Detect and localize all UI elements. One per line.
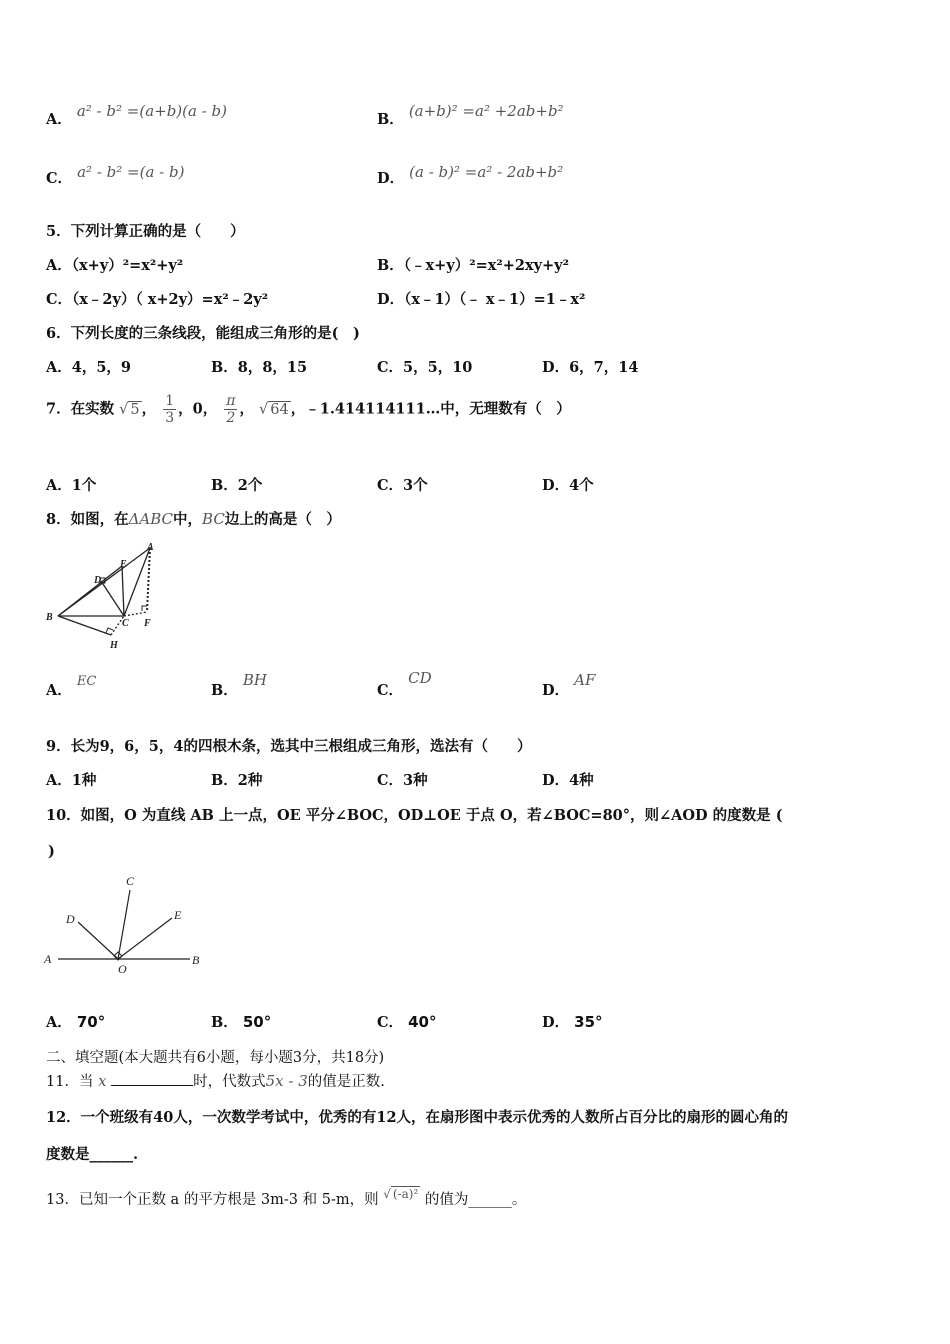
label-c: C — [122, 618, 129, 629]
q7-tail: ，﹣1.414114111…中，无理数有（ ） — [290, 400, 571, 418]
option-formula: (a+b)² =a² +2ab+b² — [408, 102, 564, 120]
q7-prefix: 7．在实数 — [46, 400, 115, 418]
q6-option-a: A．4，5，9 — [46, 359, 132, 376]
option-letter: A． — [46, 111, 72, 128]
option-letter: B． — [211, 682, 238, 699]
q8-prefix: 8．如图，在 — [46, 511, 129, 528]
q7-option-b: B．2个 — [211, 477, 263, 494]
option-letter: A． — [46, 682, 72, 699]
segment-af — [147, 548, 150, 612]
ray-oc — [118, 890, 130, 959]
q12-line1: 12．一个班级有40人，一次数学考试中，优秀的有12人，在扇形图中表示优秀的人数所占百分比的扇形的圆心角的 — [46, 1109, 789, 1126]
option-value: 70° — [76, 1013, 106, 1031]
label-d: D — [66, 912, 75, 926]
option-formula: a² - b² =(a+b)(a - b) — [76, 102, 228, 120]
q9-stem: 9．长为9，6，5，4的四根木条，选其中三根组成三角形，选法有（ ） — [46, 738, 532, 755]
option-value: 40° — [408, 1013, 437, 1031]
label-b: B — [192, 953, 200, 967]
q8-option-c — [377, 669, 432, 700]
option-value: EC — [76, 674, 97, 689]
q13-stem — [46, 1188, 526, 1209]
label-b: B — [46, 612, 53, 623]
segment-cf — [124, 612, 147, 616]
segment-ec — [122, 566, 124, 616]
fraction-denominator: 3 — [165, 410, 175, 426]
q4-option-b — [377, 102, 564, 129]
option-value: CD — [408, 669, 432, 687]
option-value: 35° — [574, 1013, 603, 1031]
segment-bh — [58, 616, 111, 635]
section-heading: 二、填空题(本大题共有6小题，每小题3分，共18分) — [46, 1050, 385, 1066]
q9-option-a: A．1种 — [46, 772, 97, 789]
label-h: H — [110, 640, 118, 651]
radicand: (-a)² — [392, 1187, 419, 1201]
label-a: A — [147, 542, 154, 553]
option-letter: B． — [377, 111, 404, 128]
q7-option-a: A．1个 — [46, 477, 97, 494]
q10-option-d — [542, 1011, 603, 1032]
q7-zero: ，0， — [178, 400, 218, 418]
segment-be — [58, 566, 122, 616]
sqrt-neg-a-squared: √ (-a)² — [383, 1187, 419, 1201]
triangle-abc: ΔABC — [128, 510, 174, 528]
q8-mid: 中， — [173, 511, 203, 528]
fraction-denominator: 2 — [226, 410, 236, 426]
q4-option-a — [46, 102, 228, 129]
q6-stem: 6．下列长度的三条线段，能组成三角形的是( ) — [46, 325, 360, 342]
label-e: E — [174, 908, 182, 922]
right-angle-mark-h — [106, 628, 113, 633]
q6-option-b: B．8，8，15 — [211, 359, 308, 376]
option-letter: C． — [377, 1014, 404, 1031]
option-formula: (a - b)² =a² - 2ab+b² — [409, 163, 564, 181]
label-e: E — [120, 559, 127, 570]
q4-option-c — [46, 163, 185, 188]
q10-stem: 10．如图，O 为直线 AB 上一点，OE 平分∠BOC，OD⊥OE 于点 O，若∠BOC=80°，则∠AOD 的度数是 ( — [46, 807, 783, 824]
segment-dc — [101, 581, 124, 616]
variable-x: x — [98, 1072, 107, 1090]
q8-triangle-figure — [44, 540, 174, 655]
q10-angle-figure — [40, 870, 215, 980]
q5-option-a: A．（x+y）²=x²+y² — [46, 257, 184, 274]
q4-option-d — [377, 163, 564, 188]
q8-suffix: 边上的高是（ ） — [224, 511, 341, 528]
q5-option-b: B．（﹣x+y）²=x²+2xy+y² — [377, 257, 569, 274]
q5-option-d: D．（x﹣1）（﹣ x﹣1）=1﹣x² — [377, 291, 586, 308]
option-letter: C． — [46, 170, 73, 187]
q9-option-c: C．3种 — [377, 772, 428, 789]
segment-bc: BC — [202, 510, 225, 528]
option-letter: D． — [542, 1014, 570, 1031]
label-f: F — [144, 618, 151, 629]
answer-blank[interactable] — [111, 1085, 193, 1086]
q11-prefix: 11．当 — [46, 1074, 94, 1090]
q5-option-c: C．（x﹣2y）（ x+2y）=x²﹣2y² — [46, 291, 269, 308]
q10-option-c — [377, 1011, 436, 1032]
q10-option-b — [211, 1011, 271, 1032]
sqrt64-radicand: 64 — [270, 401, 289, 418]
option-letter: B． — [211, 1014, 238, 1031]
option-formula: a² - b² =(a - b) — [77, 163, 185, 181]
q5-stem: 5．下列计算正确的是（ ） — [46, 223, 245, 240]
fraction-numerator: 1 — [165, 393, 175, 409]
label-c: C — [126, 874, 135, 888]
q6-option-d: D．6，7，14 — [542, 359, 639, 376]
sqrt5-radicand: 5 — [130, 401, 140, 418]
q7-option-d: D．4个 — [542, 477, 594, 494]
q8-stem — [46, 508, 341, 529]
fraction-numerator: π — [226, 393, 236, 409]
ray-oe — [118, 918, 172, 959]
q9-option-d: D．4种 — [542, 772, 594, 789]
option-value: BH — [242, 671, 267, 689]
q9-option-b: B．2种 — [211, 772, 263, 789]
expression: 5x - 3 — [265, 1072, 308, 1090]
q11-stem — [46, 1070, 385, 1091]
option-value: 50° — [242, 1013, 272, 1031]
ray-od — [78, 922, 118, 959]
q11-mid: 时，代数式 — [193, 1074, 266, 1090]
q10-option-a — [46, 1011, 105, 1032]
option-letter: A． — [46, 1014, 72, 1031]
option-value: AF — [574, 671, 596, 689]
q7-option-c: C．3个 — [377, 477, 428, 494]
q8-option-a — [46, 674, 97, 700]
label-d: D — [94, 575, 102, 586]
label-a: A — [44, 952, 52, 966]
q13-suffix: 的值为______。 — [424, 1192, 527, 1208]
label-o: O — [118, 962, 127, 976]
q11-suffix: 的值是正数. — [307, 1074, 385, 1090]
q8-option-d — [542, 671, 596, 700]
sqrt5: √ 5 — [119, 401, 140, 418]
q13-prefix: 13．已知一个正数 a 的平方根是 3m-3 和 5-m，则 — [46, 1192, 379, 1208]
option-letter: D． — [377, 170, 405, 187]
fraction-pi-half — [224, 393, 237, 426]
q8-option-b — [211, 671, 267, 700]
q6-option-c: C．5，5，10 — [377, 359, 473, 376]
fraction-one-third — [163, 393, 176, 426]
sqrt64: √ 64 — [259, 401, 289, 418]
q12-line2: 度数是______. — [46, 1146, 139, 1163]
q10-stem-end: ) — [48, 843, 55, 860]
option-letter: C． — [377, 682, 404, 699]
q7-stem: 7．在实数 √ 5 ， $\frac{1}{3}$ ，0， $\frac{\pi}{2}$ ， √ 64 ，﹣1.414114111…中，无理数有（ ） — [46, 393, 571, 426]
option-letter: D． — [542, 682, 570, 699]
